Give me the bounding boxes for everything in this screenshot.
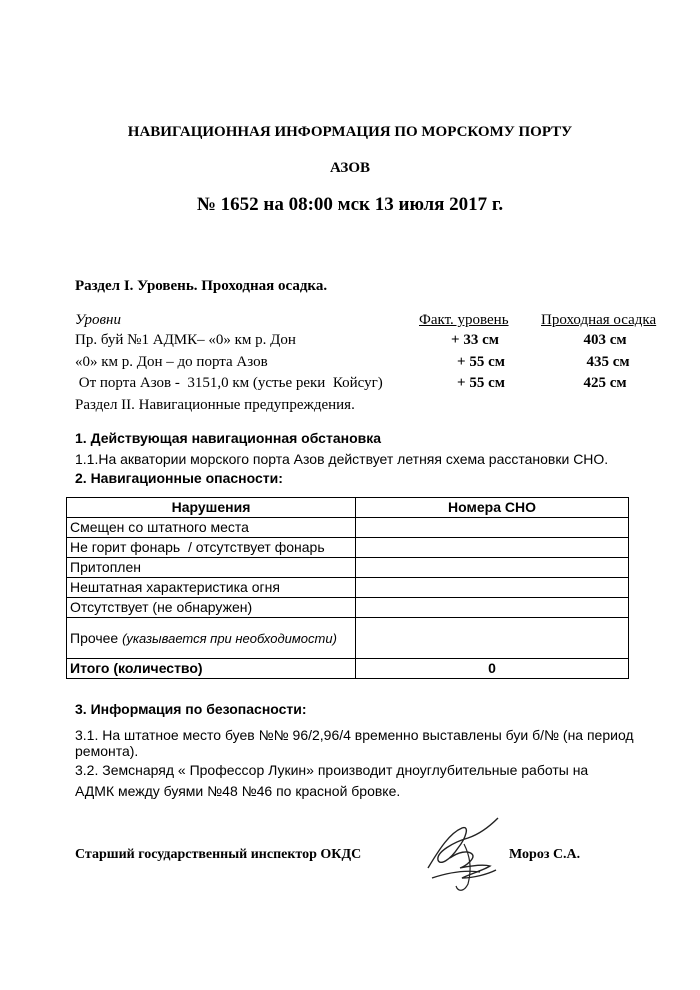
table-header-buoy-numbers: Номера СНО [356, 498, 629, 518]
levels-column-label: Уровни [75, 312, 121, 328]
table-cell-value [356, 618, 629, 659]
table-cell-value [356, 538, 629, 558]
level-row-draft: 435 см [586, 354, 630, 370]
port-name: АЗОВ [329, 160, 371, 176]
section1-heading: Раздел I. Уровень. Проходная осадка. [75, 278, 328, 294]
total-value: 0 [356, 659, 629, 679]
other-note: (указывается при необходимости) [122, 630, 337, 646]
level-row-label: Пр. буй №1 АДМК– «0» км р. Дон [75, 332, 296, 348]
signatory-name: Мороз С.А. [509, 847, 581, 862]
table-cell-label: Отсутствует (не обнаружен) [67, 598, 356, 618]
document-title: НАВИГАЦИОННАЯ ИНФОРМАЦИЯ ПО МОРСКОМУ ПОРТУ [127, 124, 573, 140]
table-cell-value [356, 518, 629, 538]
level-row-draft: 425 см [583, 375, 627, 391]
safety-line: АДМК между буями №48 №46 по красной бровке. [75, 783, 401, 799]
level-row-label: «0» км р. Дон – до порта Азов [75, 354, 268, 370]
section2-heading: Раздел II. Навигационные предупреждения. [75, 397, 355, 413]
table-cell-label: Смещен со штатного места [67, 518, 356, 538]
signatory-position: Старший государственный инспектор ОКДС [75, 847, 362, 862]
safety-line: 3.2. Земснаряд « Профессор Лукин» производит дноуглубительные работы на [75, 762, 589, 778]
table-cell-label: Нештатная характеристика огня [67, 578, 356, 598]
handwritten-signature [410, 808, 515, 898]
hazards-heading: 2. Навигационные опасности: [75, 470, 283, 486]
table-cell-value [356, 558, 629, 578]
level-row-label: От порта Азов - 3151,0 км (устье реки Койсуг) [75, 375, 383, 391]
table-row-other [67, 618, 629, 659]
safety-line: ремонта). [75, 743, 139, 759]
level-row-fact: + 55 см [457, 375, 505, 391]
current-situation-heading: 1. Действующая навигационная обстановка [75, 430, 382, 446]
table-row [67, 538, 629, 558]
other-label: Прочее [70, 629, 123, 646]
draft-column-header: Проходная осадка [541, 312, 657, 328]
safety-line: 3.1. На штатное место буев №№ 96/2,96/4 временно выставлены буи б/№ (на период [75, 727, 634, 743]
safety-heading: 3. Информация по безопасности: [75, 701, 307, 717]
total-label: Итого (количество) [67, 659, 356, 679]
table-cell-label: Не горит фонарь / отсутствует фонарь [67, 538, 356, 558]
table-header-violations: Нарушения [67, 498, 356, 518]
table-row [67, 558, 629, 578]
table-cell-value [356, 578, 629, 598]
table-row [67, 598, 629, 618]
level-row-fact: + 55 см [457, 354, 505, 370]
level-row-fact: + 33 см [451, 332, 499, 348]
level-row-draft: 403 см [583, 332, 627, 348]
table-cell-value [356, 598, 629, 618]
current-situation-text: 1.1.На акватории морского порта Азов действует летняя схема расстановки СНО. [75, 451, 609, 467]
table-row [67, 518, 629, 538]
table-cell-label: Притоплен [67, 558, 356, 578]
table-row [67, 578, 629, 598]
report-number: № 1652 на 08:00 мск 13 июля 2017 г. [196, 194, 504, 215]
fact-level-column-header: Факт. уровень [419, 312, 509, 328]
table-cell-other [67, 618, 356, 659]
table-row-total [67, 659, 629, 679]
hazards-table [66, 497, 629, 679]
